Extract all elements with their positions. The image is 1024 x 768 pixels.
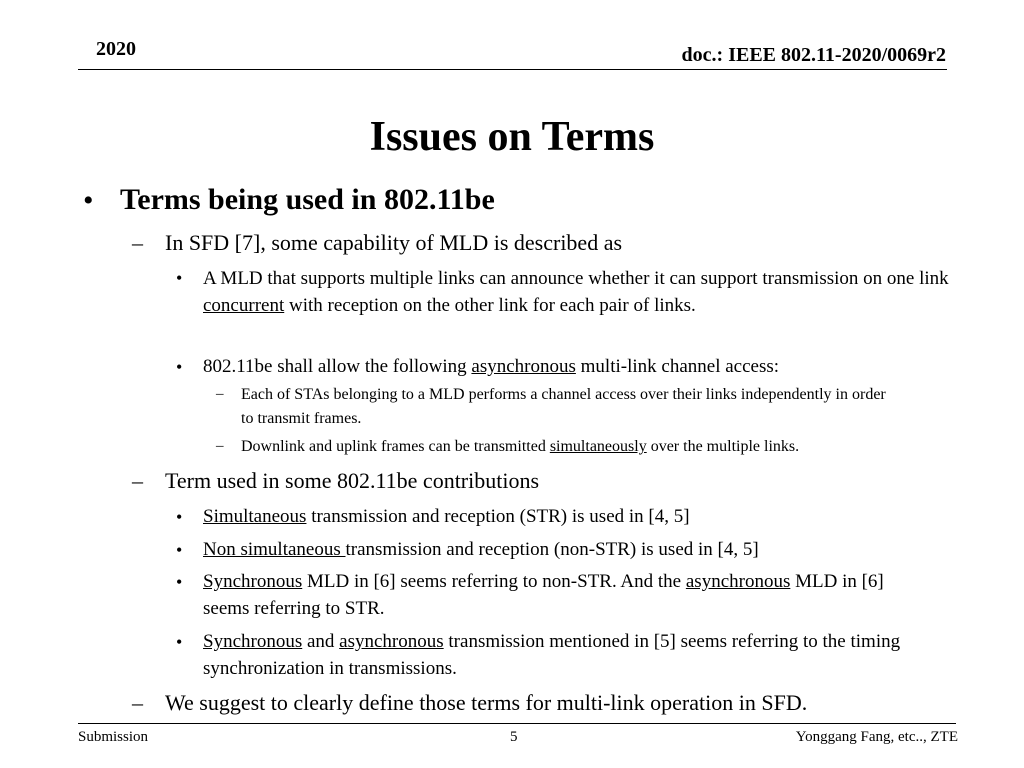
dash-marker: –: [216, 438, 224, 454]
underlined-term: simultaneously: [549, 438, 647, 455]
underlined-term: asynchronous: [339, 631, 444, 652]
bullet-marker: •: [176, 632, 183, 652]
contrib-item-sync-tx: Synchronous and asynchronous transmission mentioned in [5] seems referring to the timing synchronization in transmissions.: [203, 631, 901, 679]
contrib-item-non-str: Non simultaneous transmission and reception (non-STR) is used in [4, 5]: [203, 539, 759, 560]
footer-author: Yonggang Fang, etc.., ZTE: [795, 729, 958, 745]
underlined-term: concurrent: [203, 295, 285, 316]
header-year: 2020: [96, 38, 136, 60]
underlined-term: asynchronous: [685, 571, 791, 592]
underlined-term: Synchronous: [203, 571, 303, 592]
sub-item-channel-access: Each of STAs belonging to a MLD performs a channel access over their links independently in order to transmit frames.: [241, 386, 886, 427]
dash-marker: –: [132, 690, 143, 715]
dash-marker: –: [216, 386, 224, 402]
bullet-marker: •: [176, 357, 183, 377]
underlined-term: Simultaneous: [203, 506, 307, 527]
suggestion: We suggest to clearly define those terms for multi-link operation in SFD.: [165, 690, 808, 715]
contrib-intro: Term used in some 802.11be contributions: [165, 468, 540, 493]
bullet-marker: •: [176, 268, 183, 288]
bullet-marker: •: [176, 507, 183, 527]
async-access-item: 802.11be shall allow the following asynchronous multi-link channel access:: [203, 356, 780, 377]
mld-capability-item: A MLD that supports multiple links can announce whether it can support transmission on one link concurrent with reception on the other link for each pair of links.: [203, 268, 949, 316]
page-number: 5: [510, 729, 518, 745]
bullet-marker: •: [176, 572, 183, 592]
underlined-term: Non simultaneous: [203, 539, 346, 560]
underlined-term: asynchronous: [471, 356, 576, 377]
footer-submission: Submission: [78, 729, 149, 745]
bullet-marker: •: [176, 540, 183, 560]
dash-marker: –: [132, 468, 143, 493]
bullet-marker: •: [83, 184, 94, 217]
underlined-term: Synchronous: [203, 631, 303, 652]
contrib-item-str: Simultaneous transmission and reception (STR) is used in [4, 5]: [203, 506, 690, 527]
header-divider: [78, 69, 947, 70]
sfd-intro: In SFD [7], some capability of MLD is described as: [165, 230, 623, 255]
slide-title: Issues on Terms: [369, 114, 655, 160]
dash-marker: –: [132, 230, 143, 255]
footer-divider: [78, 723, 956, 724]
sub-item-downlink-uplink: Downlink and uplink frames can be transmitted simultaneously over the multiple links.: [241, 438, 800, 455]
bullet-terms-heading: Terms being used in 802.11be: [120, 183, 495, 216]
contrib-item-sync-mld: Synchronous MLD in [6] seems referring to non-STR. And the asynchronous MLD in [6] seems referring to STR.: [203, 571, 884, 619]
header-doc-id: doc.: IEEE 802.11-2020/0069r2: [681, 44, 946, 66]
